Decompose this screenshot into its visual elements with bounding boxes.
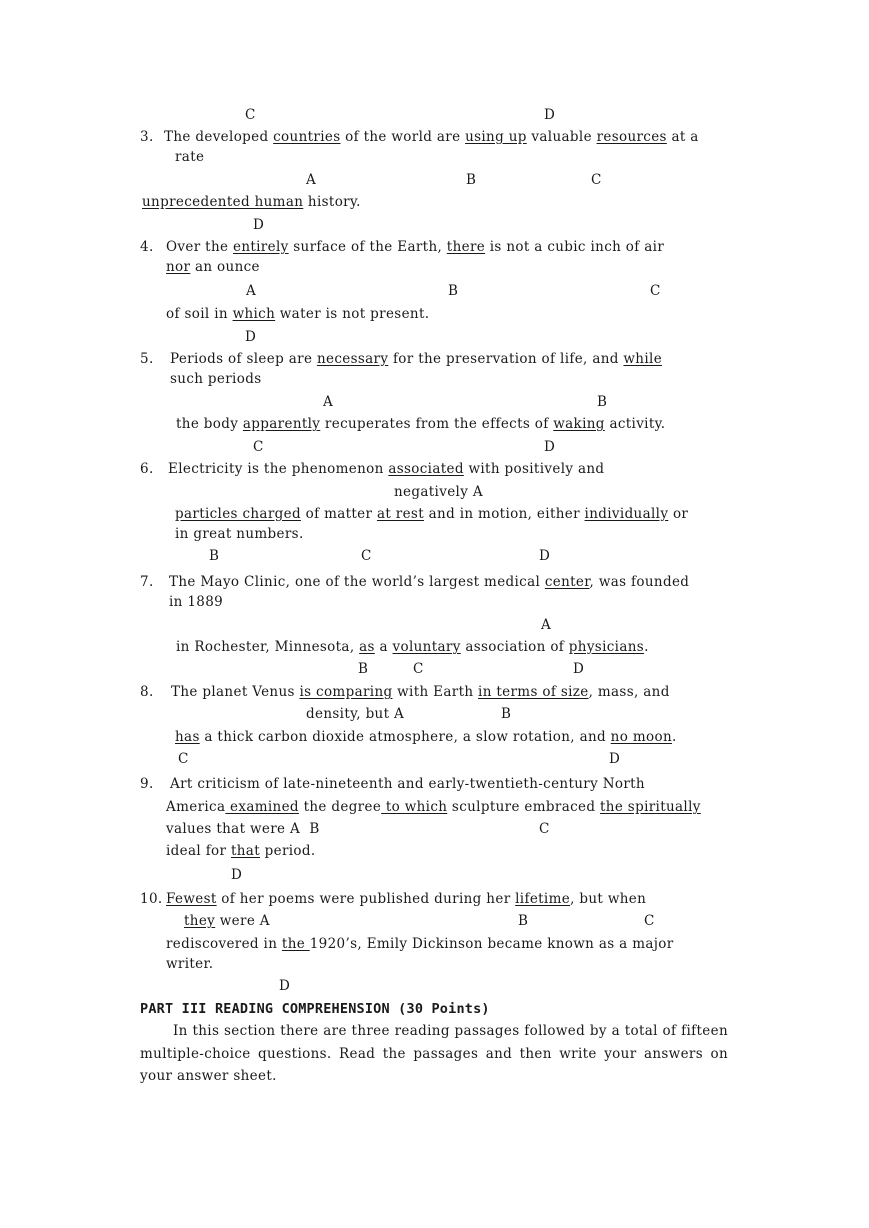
option-letter-c: C [361,548,372,564]
option-letter-d: D [544,439,555,455]
question-number: 6. [140,461,154,477]
option-letter-c: C [413,661,424,677]
option-letter-b: B [448,283,458,299]
question-5-line-3: the body apparently recuperates from the effects of waking activity. [176,416,666,432]
question-6-line-3: particles charged of matter at rest and in motion, either individually or [175,506,689,522]
underlined-option-c: the spiritually [600,799,701,815]
underlined-option-b: particles charged [175,506,301,522]
option-letter-a: A [323,394,333,410]
question-3-line-1: 3. The developed countries of the world are using up valuable resources at a [140,129,699,145]
underlined-option-d: waking [553,416,605,432]
option-letter-d: D [245,329,256,345]
question-6-line-2: negatively A [394,484,483,500]
question-9-line-1: 9. Art criticism of late-nineteenth and early-twentieth-century North [140,776,645,792]
question-9-line-2: America examined the degree to which sculpture embraced the spiritually [166,799,701,815]
option-letter-b: B [466,172,476,188]
option-letter-a: A [306,172,316,188]
option-letter-c: C [178,751,189,767]
option-letter-d: D [253,217,264,233]
question-5-line-2: such periods [170,371,262,387]
underlined-option-d: no moon [610,729,672,745]
option-letter-c: C [245,107,256,123]
option-letter-c: C [644,913,655,929]
option-letter-c: C [253,439,264,455]
question-number: 10. [140,891,163,907]
underlined-option-a: Fewest [166,891,217,907]
question-number: 3. [140,129,154,145]
underlined-option-d: physicians [568,639,645,655]
underlined-option-b: using up [465,129,527,145]
underlined-option-b: to which [381,799,448,815]
underlined-option-c: voluntary [392,639,461,655]
underlined-option-a: entirely [232,239,289,255]
option-letter-d: D [609,751,620,767]
underlined-option-a: necessary [316,351,389,367]
question-10-line-4: writer. [166,956,214,972]
option-letter-d: D [539,548,550,564]
underlined-option-d: individually [584,506,669,522]
option-letter-d: D [279,978,290,994]
option-letter-b: B [501,706,511,722]
underlined-option-d: the [281,936,310,952]
underlined-option-c: apparently [242,416,321,432]
option-letter-d: D [573,661,584,677]
option-letter-c: C [591,172,602,188]
question-5-line-1: 5. Periods of sleep are necessary for the preservation of life, and while [140,351,663,367]
option-letter-b: B [209,548,219,564]
option-letter-d: D [231,867,242,883]
question-number: 8. [140,684,154,700]
underlined-option-c: has [175,729,200,745]
question-10-line-2: they were A [184,913,270,929]
underlined-option-d: that [230,843,260,859]
option-letter-a: A [246,283,256,299]
question-6-line-4: in great numbers. [175,526,304,542]
option-letter-a: A [541,617,551,633]
underlined-option-b: in terms of size [478,684,589,700]
question-4-line-2: nor an ounce [166,259,260,275]
question-7-line-2: in 1889 [169,594,224,610]
option-letter-c: C [539,821,550,837]
underlined-option-c: resources [596,129,667,145]
question-3-line-3: unprecedented human history. [142,194,361,210]
underlined-option-b: there [446,239,486,255]
question-7-line-3: in Rochester, Minnesota, as a voluntary association of physicians. [176,639,649,655]
underlined-option-a: center [544,574,590,590]
option-letter-b: B [518,913,528,929]
question-number: 5. [140,351,154,367]
option-letter-d: D [544,107,555,123]
part-3-instructions: In this section there are three reading passages followed by a total of fifteen multiple-choice questions. Read the passages and then write your answers on your answer sheet. [140,1023,728,1084]
option-letter-c: C [650,283,661,299]
underlined-option-c: at rest [376,506,424,522]
underlined-option-d: unprecedented human [142,194,304,210]
underlined-option-c: they [184,913,216,929]
question-3-line-2: rate [175,149,205,165]
underlined-option-b: while [623,351,663,367]
question-4-line-1: 4. Over the entirely surface of the Earth, there is not a cubic inch of air [140,239,665,255]
question-8-line-1: 8. The planet Venus is comparing with Earth in terms of size, mass, and [140,684,670,700]
question-8-line-3: has a thick carbon dioxide atmosphere, a slow rotation, and no moon. [175,729,677,745]
question-6-line-1: 6. Electricity is the phenomenon associated with positively and [140,461,605,477]
question-8-line-2: density, but A [306,706,405,722]
option-letter-b: B [597,394,607,410]
question-number: 9. [140,776,154,792]
question-10-line-1: 10. Fewest of her poems were published during her lifetime, but when [140,891,647,907]
underlined-option-c: nor [166,259,191,275]
question-number: 7. [140,574,154,590]
question-7-line-1: 7. The Mayo Clinic, one of the world’s largest medical center, was founded [140,574,690,590]
question-9-line-3: values that were A B [166,821,320,837]
underlined-option-a: is comparing [299,684,393,700]
underlined-option-d: which [232,306,276,322]
question-4-line-3: of soil in which water is not present. [166,306,430,322]
question-9-line-4: ideal for that period. [166,843,316,859]
underlined-option-b: lifetime [515,891,571,907]
question-10-line-3: rediscovered in the 1920’s, Emily Dickinson became known as a major [166,936,674,952]
underlined-option-a: examined [225,799,299,815]
underlined-option-a: countries [273,129,341,145]
option-letter-b: B [358,661,368,677]
underlined-option-b: as [359,639,375,655]
question-number: 4. [140,239,154,255]
underlined-option-a: associated [388,461,464,477]
part-3-heading: PART III READING COMPREHENSION (30 Points) [140,1001,490,1017]
